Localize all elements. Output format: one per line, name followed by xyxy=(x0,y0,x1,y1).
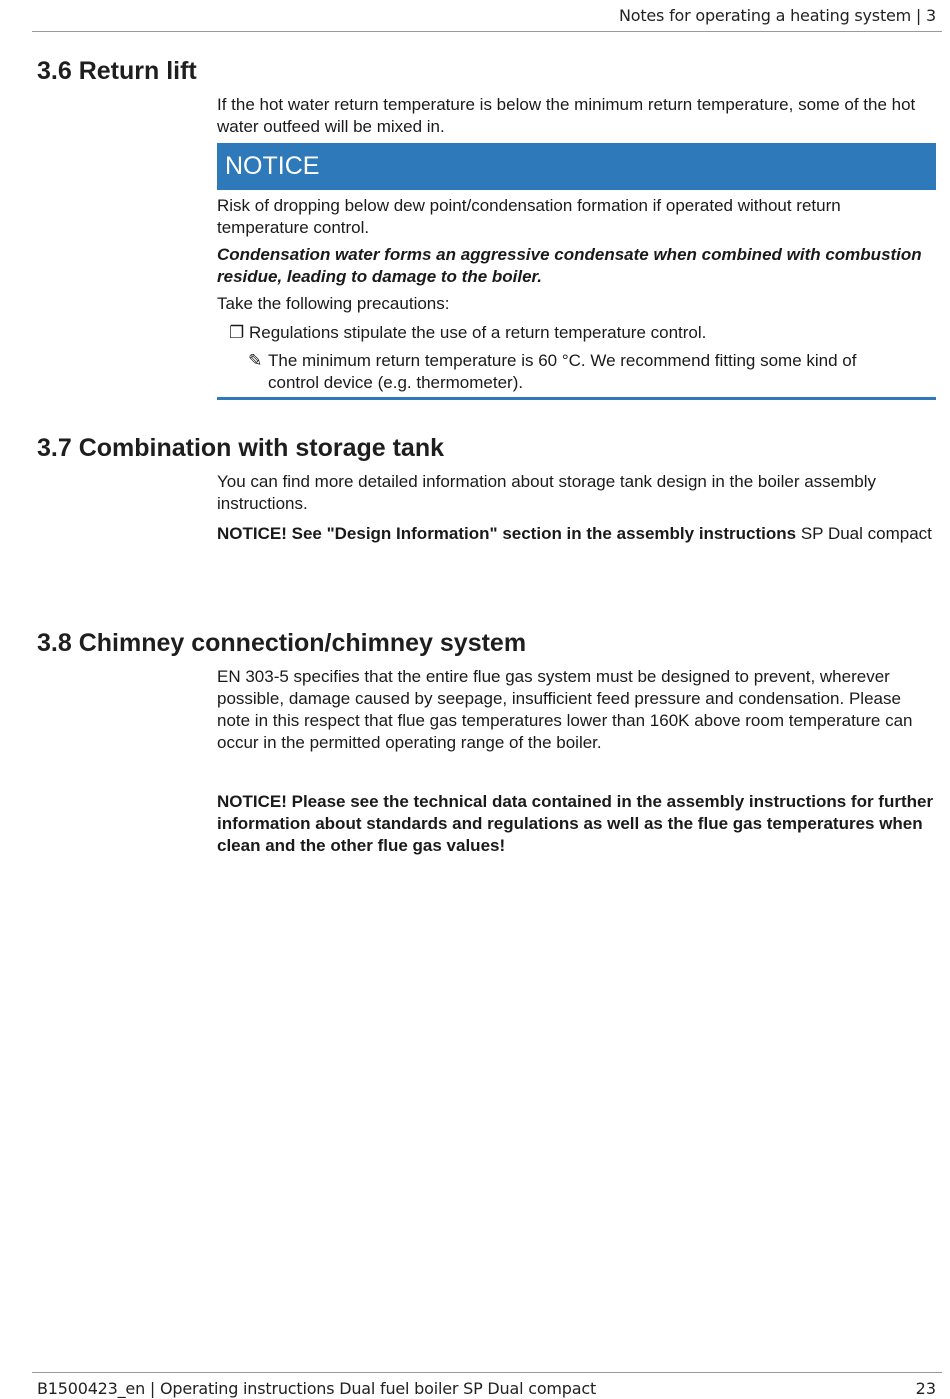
header-divider xyxy=(32,31,942,32)
section-3-8-body: EN 303-5 specifies that the entire flue gas system must be designed to prevent, wherever possible, damage caused by seepage, insufficient feed pressure and condensation. Please note in this respect that flue gas temperatures lower than 160K above room temperature can occur in the permitted operating range of the boiler. xyxy=(217,667,913,752)
section-3-8-notice: NOTICE! Please see the technical data contained in the assembly instructions for further information about standards and regulations as well as the flue gas temperatures when clean and the other flue gas values! xyxy=(217,792,934,855)
section-3-7-intro: You can find more detailed information about storage tank design in the boiler assembly instructions. xyxy=(217,472,876,513)
checkbox-bullet-icon: ❐ xyxy=(229,323,245,342)
notice-banner xyxy=(217,143,936,190)
section-3-7-heading: 3.7 Combination with storage tank xyxy=(37,434,444,462)
precaution-result xyxy=(248,350,908,394)
footer-doc-info: B1500423_en | Operating instructions Dual fuel boiler SP Dual compact xyxy=(37,1379,597,1398)
section-3-7-notice-bold: NOTICE! See "Design Information" section in the assembly instructions xyxy=(217,524,797,543)
section-3-6-intro: If the hot water return temperature is below the minimum return temperature, some of the hot water outfeed will be mixed in. xyxy=(217,95,916,136)
notice-consequence: Condensation water forms an aggressive condensate when combined with combustion residue, leading to damage to the boiler. xyxy=(217,245,922,286)
section-3-6-heading: 3.6 Return lift xyxy=(37,57,197,85)
page-number: 23 xyxy=(915,1379,936,1398)
footer-divider xyxy=(32,1372,942,1373)
precautions-intro: Take the following precautions: xyxy=(217,294,450,313)
result-arrow-icon: ✎ xyxy=(248,351,263,370)
section-3-8-heading: 3.8 Chimney connection/chimney system xyxy=(37,629,527,657)
running-header: Notes for operating a heating system | 3 xyxy=(618,6,936,25)
section-3-7-notice xyxy=(217,523,937,545)
notice-risk: Risk of dropping below dew point/condensation formation if operated without return temperature control. xyxy=(217,196,841,237)
section-3-7-notice-rest: SP Dual compact xyxy=(796,524,932,543)
precaution-bullet xyxy=(229,322,929,344)
notice-label: NOTICE xyxy=(225,152,320,180)
precaution-bullet-text: Regulations stipulate the use of a return temperature control. xyxy=(249,323,707,342)
precaution-result-text: The minimum return temperature is 60 °C. We recommend fitting some kind of control device (e.g. thermometer). xyxy=(268,351,857,392)
notice-end-rule xyxy=(217,397,936,400)
